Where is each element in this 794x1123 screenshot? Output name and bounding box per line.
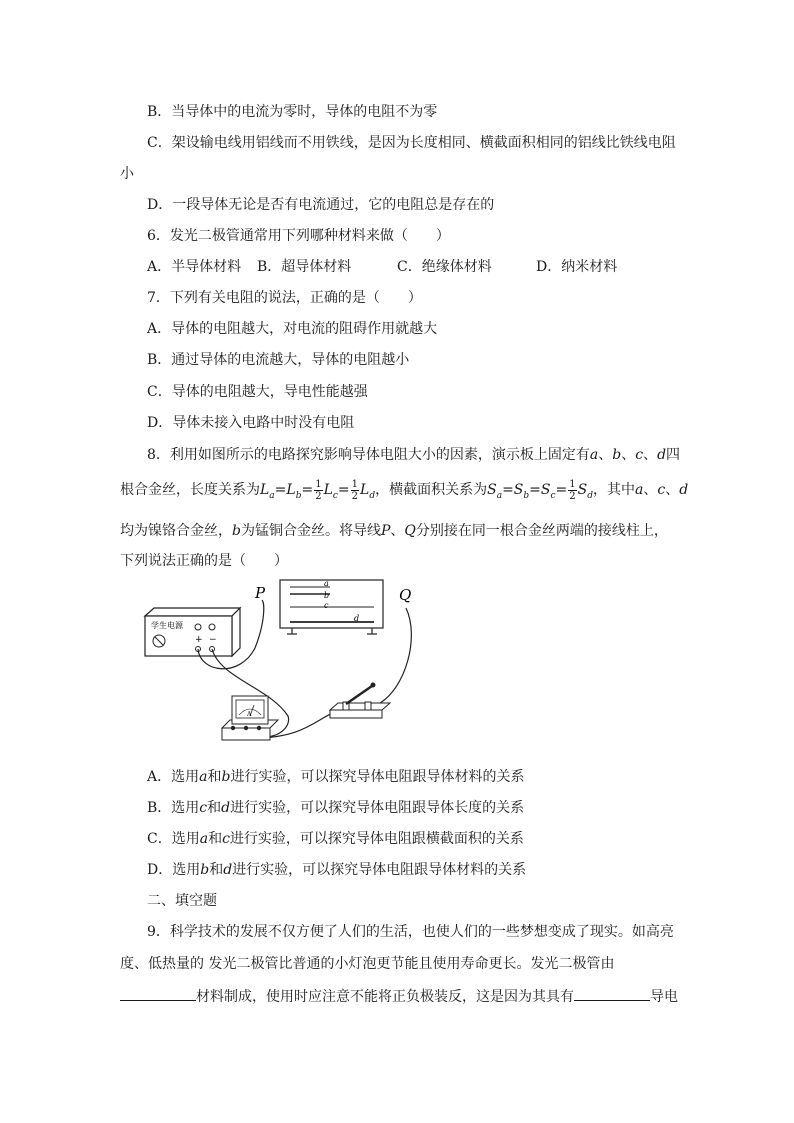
q6-option-d: D．纳米材料 xyxy=(536,259,618,275)
q7-option-c: C．导体的电阻越大，导电性能越强 xyxy=(147,384,368,400)
q6-option-c: C．绝缘体材料 xyxy=(397,259,492,275)
power-switch-icon xyxy=(195,624,201,630)
demo-board xyxy=(280,579,383,634)
ammeter xyxy=(222,696,278,740)
q7-option-b: B．通过导体的电流越大，导体的电阻越小 xyxy=(147,352,410,368)
wire-Q xyxy=(380,608,411,703)
fraction-half: $\frac{1}{2}$ xyxy=(351,478,359,502)
q8-option-d: D．选用b和d进行实验，可以探究导体电阻跟导体材料的关系 xyxy=(147,862,527,878)
q8-option-c: C．选用a和c进行实验，可以探究导体电阻跟横截面积的关系 xyxy=(147,831,524,847)
answer-blank-1[interactable] xyxy=(120,986,196,1001)
wire-b-label: b xyxy=(324,591,330,600)
q8-stem-line4: 下列说法正确的是（ ） xyxy=(120,553,288,569)
q7-option-d: D．导体未接入电路中时没有电阻 xyxy=(147,415,355,431)
q6-option-b: B．超导体材料 xyxy=(257,259,352,275)
q5-option-c-line2: 小 xyxy=(120,166,134,182)
q8-option-a: A．选用a和b进行实验，可以探究导体电阻跟导体材料的关系 xyxy=(147,769,525,785)
q9-line2: 度、低热量的 发光二极管比普通的小灯泡更节能且使用寿命更长。发光二极管由 xyxy=(120,956,615,972)
wire-d-label: d xyxy=(354,614,360,623)
q9-line1: 9．科学技术的发展不仅方便了人们的生活，也使人们的一些梦想变成了现实。如高亮 xyxy=(147,924,674,940)
q6-option-a: A．半导体材料 xyxy=(147,259,242,275)
label-Q: Q xyxy=(399,586,412,604)
circuit-figure xyxy=(140,578,430,748)
label-P: P xyxy=(255,584,266,602)
power-supply-label: 学生电源 xyxy=(151,621,183,630)
q8-stem-line1: 8．利用如图所示的电路探究影响导体电阻大小的因素，演示板上固定有a、b、c、d四 xyxy=(147,447,681,463)
power-supply xyxy=(145,608,240,656)
q8-stem-line3: 均为镍铬合金丝，b为锰铜合金丝。将导线P、Q分别接在同一根合金丝两端的接线柱上， xyxy=(120,523,668,539)
q5-option-b: B．当导体中的电流为零时，导体的电阻不为零 xyxy=(147,104,438,120)
q9-line3: 材料制成，使用时应注意不能将正负极装反，这是因为其具有 导电 xyxy=(120,986,678,1007)
wire-c-label: c xyxy=(324,601,329,610)
plus-terminal-label: + xyxy=(195,635,203,645)
q7-option-a: A．导体的电阻越大，对电流的阻碍作用就越大 xyxy=(147,321,438,337)
q7-stem: 7．下列有关电阻的说法，正确的是（ ） xyxy=(147,290,422,306)
q8-stem-line2: 根合金丝，长度关系为$L_a=L_b=$ $\frac{1}{2}$ $L_c=$ $\frac{1}{2}$ $L_d$，横截面积关系为$S_a=S_b=S_c=$ $\frac{1}{2}$ $S_d$，其中a、c、d xyxy=(120,478,689,502)
minus-terminal-label: − xyxy=(209,635,217,645)
q6-stem: 6．发光二极管通常用下列哪种材料来做（ ） xyxy=(147,228,450,244)
q5-option-d: D．一段导体无论是否有电流通过，它的电阻总是存在的 xyxy=(147,197,495,213)
q5-option-c-line1: C．架设输电线用铝线而不用铁线，是因为长度相同、横截面积相同的铝线比铁线电阻 xyxy=(147,135,676,151)
section-title: 二、填空题 xyxy=(147,893,217,909)
ammeter-symbol: A xyxy=(247,711,252,718)
wire-a-label: a xyxy=(324,579,329,588)
q8-option-b: B．选用c和d进行实验，可以探究导体电阻跟导体长度的关系 xyxy=(147,800,525,816)
answer-blank-2[interactable] xyxy=(574,986,650,1001)
knife-switch xyxy=(330,683,390,719)
fraction-half: $\frac{1}{2}$ xyxy=(315,478,322,502)
fraction-half: $\frac{1}{2}$ xyxy=(569,478,576,502)
